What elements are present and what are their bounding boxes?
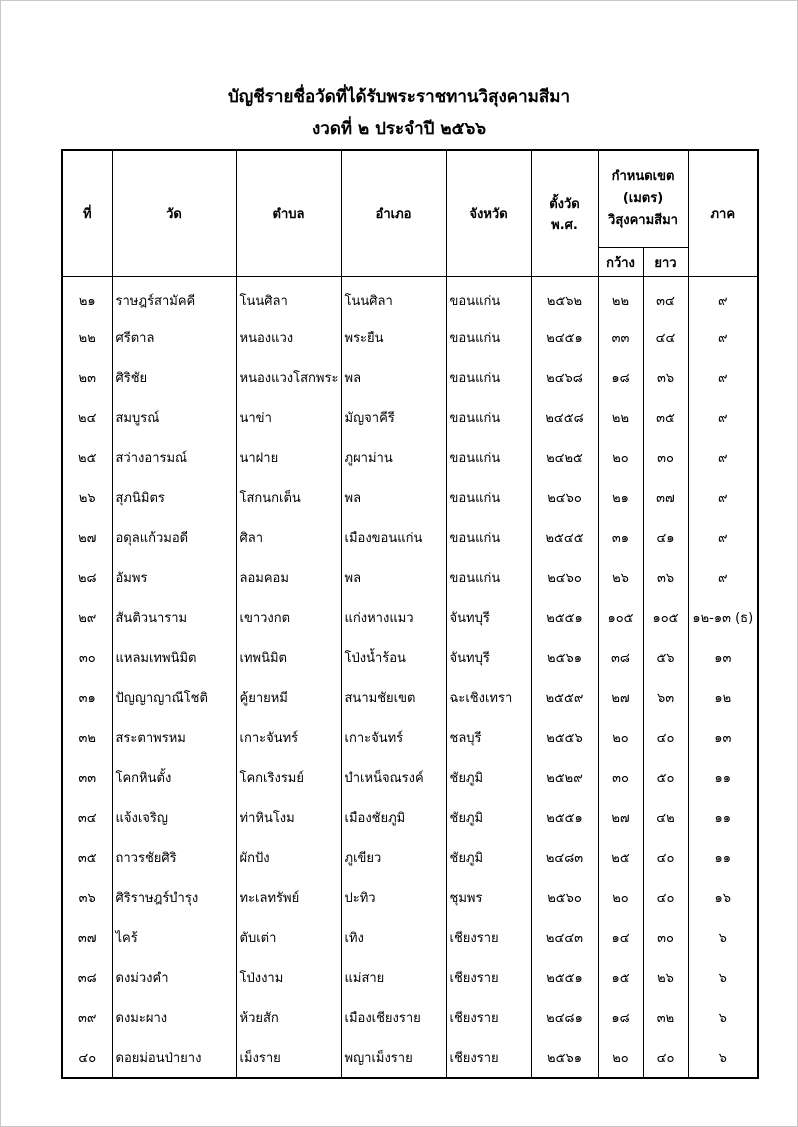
- table-row: [62, 797, 758, 837]
- cell-province: ชลบุรี: [446, 717, 531, 757]
- cell-subdistrict: คู้ยายหมี: [236, 677, 341, 717]
- cell-province: จันทบุรี: [446, 597, 531, 637]
- cell-subdistrict: เทพนิมิต: [236, 637, 341, 677]
- cell-no: ๓๘: [62, 957, 112, 997]
- cell-region: ๑๓: [688, 637, 758, 677]
- cell-temple: อดุลแก้วมอดี: [112, 517, 236, 557]
- cell-length: ๖๓: [643, 677, 688, 717]
- cell-subdistrict: ห้วยสัก: [236, 997, 341, 1037]
- cell-region: ๑๒-๑๓ (ธ): [688, 597, 758, 637]
- cell-founded: ๒๕๖๑: [531, 637, 598, 677]
- cell-district: พล: [341, 557, 446, 597]
- table-row: [62, 517, 758, 557]
- cell-founded: ๒๔๕๑: [531, 317, 598, 357]
- cell-width: ๒๑: [598, 477, 643, 517]
- table-row: [62, 997, 758, 1037]
- cell-width: ๓๑: [598, 517, 643, 557]
- cell-region: ๙: [688, 517, 758, 557]
- cell-subdistrict: เม็งราย: [236, 1037, 341, 1078]
- cell-no: ๒๓: [62, 357, 112, 397]
- cell-district: แก่งหางแมว: [341, 597, 446, 637]
- cell-subdistrict: นาฝาย: [236, 437, 341, 477]
- cell-district: พญาเม็งราย: [341, 1037, 446, 1078]
- header-length: ยาว: [643, 248, 688, 277]
- header-region: ภาค: [688, 150, 758, 277]
- cell-district: เมืองเชียงราย: [341, 997, 446, 1037]
- table-row: [62, 957, 758, 997]
- cell-founded: ๒๔๖๐: [531, 477, 598, 517]
- cell-width: ๓๓: [598, 317, 643, 357]
- cell-founded: ๒๕๖๐: [531, 877, 598, 917]
- cell-subdistrict: เกาะจันทร์: [236, 717, 341, 757]
- cell-no: ๒๙: [62, 597, 112, 637]
- cell-length: ๒๖: [643, 957, 688, 997]
- cell-founded: ๒๕๔๕: [531, 517, 598, 557]
- table-row: [62, 877, 758, 917]
- cell-no: ๒๖: [62, 477, 112, 517]
- cell-region: ๖: [688, 957, 758, 997]
- cell-temple: แหลมเทพนิมิต: [112, 637, 236, 677]
- table-row: [62, 717, 758, 757]
- header-survey-line2: (เมตร): [622, 191, 664, 206]
- cell-district: พล: [341, 357, 446, 397]
- document-title: บัญชีรายชื่อวัดที่ได้รับพระราชทานวิสุงคามสีมา: [227, 87, 571, 107]
- table-row: [62, 677, 758, 717]
- cell-founded: ๒๔๘๑: [531, 997, 598, 1037]
- cell-length: ๓๖: [643, 557, 688, 597]
- cell-width: ๓๘: [598, 637, 643, 677]
- cell-district: ภูเขียว: [341, 837, 446, 877]
- cell-province: ขอนแก่น: [446, 437, 531, 477]
- cell-subdistrict: นาข่า: [236, 397, 341, 437]
- cell-district: พระยืน: [341, 317, 446, 357]
- cell-length: ๑๐๕: [643, 597, 688, 637]
- cell-width: ๒๕: [598, 837, 643, 877]
- cell-width: ๒๐: [598, 1037, 643, 1078]
- cell-length: ๓๕: [643, 397, 688, 437]
- cell-temple: ดงมะผาง: [112, 997, 236, 1037]
- cell-width: ๑๘: [598, 357, 643, 397]
- cell-province: ชุมพร: [446, 877, 531, 917]
- cell-length: ๔๔: [643, 317, 688, 357]
- cell-province: ขอนแก่น: [446, 357, 531, 397]
- cell-province: ขอนแก่น: [446, 517, 531, 557]
- cell-temple: ดงม่วงคำ: [112, 957, 236, 997]
- cell-subdistrict: ทะเลทรัพย์: [236, 877, 341, 917]
- cell-region: ๑๒: [688, 677, 758, 717]
- cell-length: ๔๑: [643, 517, 688, 557]
- table-row: [62, 357, 758, 397]
- header-no: ที่: [62, 150, 112, 277]
- cell-region: ๙: [688, 437, 758, 477]
- cell-no: ๒๑: [62, 277, 112, 318]
- cell-province: ขอนแก่น: [446, 477, 531, 517]
- cell-length: ๓๔: [643, 277, 688, 318]
- cell-province: ขอนแก่น: [446, 557, 531, 597]
- table-row: [62, 557, 758, 597]
- cell-no: ๓๔: [62, 797, 112, 837]
- cell-region: ๑๑: [688, 837, 758, 877]
- cell-no: ๓๕: [62, 837, 112, 877]
- cell-province: ขอนแก่น: [446, 317, 531, 357]
- cell-subdistrict: หนองแวง: [236, 317, 341, 357]
- cell-temple: ศิริชัย: [112, 357, 236, 397]
- cell-temple: ดอยม่อนป่ายาง: [112, 1037, 236, 1078]
- cell-region: ๙: [688, 557, 758, 597]
- cell-district: ภูผาม่าน: [341, 437, 446, 477]
- cell-temple: ถาวรชัยศิริ: [112, 837, 236, 877]
- cell-length: ๔๐: [643, 1037, 688, 1078]
- cell-subdistrict: หนองแวงโสกพระ: [236, 357, 341, 397]
- cell-founded: ๒๕๕๖: [531, 717, 598, 757]
- cell-founded: ๒๔๖๘: [531, 357, 598, 397]
- cell-length: ๔๐: [643, 837, 688, 877]
- cell-no: ๒๗: [62, 517, 112, 557]
- cell-district: โป่งน้ำร้อน: [341, 637, 446, 677]
- table-row: [62, 277, 758, 318]
- cell-temple: ปัญญาญาณีโชติ: [112, 677, 236, 717]
- cell-province: เชียงราย: [446, 1037, 531, 1078]
- cell-founded: ๒๕๕๑: [531, 957, 598, 997]
- cell-region: ๑๑: [688, 797, 758, 837]
- header-founded: ตั้งวัด พ.ศ.: [531, 150, 598, 277]
- cell-region: ๖: [688, 917, 758, 957]
- cell-temple: อัมพร: [112, 557, 236, 597]
- cell-subdistrict: ลอมคอม: [236, 557, 341, 597]
- cell-width: ๒๒: [598, 277, 643, 318]
- header-width: กว้าง: [598, 248, 643, 277]
- cell-subdistrict: ผักปัง: [236, 837, 341, 877]
- cell-district: เมืองชัยภูมิ: [341, 797, 446, 837]
- cell-width: ๑๔: [598, 917, 643, 957]
- cell-region: ๙: [688, 357, 758, 397]
- cell-region: ๖: [688, 997, 758, 1037]
- cell-temple: สระตาพรหม: [112, 717, 236, 757]
- cell-no: ๓๒: [62, 717, 112, 757]
- cell-no: ๓๖: [62, 877, 112, 917]
- header-district: อำเภอ: [341, 150, 446, 277]
- cell-width: ๒๗: [598, 677, 643, 717]
- cell-subdistrict: โป่งงาม: [236, 957, 341, 997]
- cell-province: เชียงราย: [446, 997, 531, 1037]
- cell-length: ๔๒: [643, 797, 688, 837]
- cell-width: ๒๐: [598, 717, 643, 757]
- cell-founded: ๒๕๕๑: [531, 797, 598, 837]
- header-survey-line3: วิสุงคามสีมา: [608, 213, 678, 228]
- cell-subdistrict: โคกเริงรมย์: [236, 757, 341, 797]
- cell-width: ๑๘: [598, 997, 643, 1037]
- cell-province: ฉะเชิงเทรา: [446, 677, 531, 717]
- cell-district: บำเหน็จณรงค์: [341, 757, 446, 797]
- cell-temple: สมบูรณ์: [112, 397, 236, 437]
- cell-length: ๔๐: [643, 877, 688, 917]
- cell-region: ๙: [688, 477, 758, 517]
- cell-region: ๑๓: [688, 717, 758, 757]
- cell-district: โนนศิลา: [341, 277, 446, 318]
- cell-province: ขอนแก่น: [446, 397, 531, 437]
- header-temple: วัด: [112, 150, 236, 277]
- cell-width: ๑๕: [598, 957, 643, 997]
- cell-length: ๕๐: [643, 757, 688, 797]
- cell-district: เมืองขอนแก่น: [341, 517, 446, 557]
- cell-length: ๓๖: [643, 357, 688, 397]
- cell-length: ๓๒: [643, 997, 688, 1037]
- cell-region: ๙: [688, 277, 758, 318]
- cell-no: ๓๐: [62, 637, 112, 677]
- cell-width: ๒๐: [598, 437, 643, 477]
- cell-temple: ศิริราษฎร์บำรุง: [112, 877, 236, 917]
- cell-no: ๒๔: [62, 397, 112, 437]
- cell-founded: ๒๕๖๑: [531, 1037, 598, 1078]
- cell-no: ๓๙: [62, 997, 112, 1037]
- cell-width: ๑๐๕: [598, 597, 643, 637]
- cell-region: ๙: [688, 397, 758, 437]
- cell-region: ๖: [688, 1037, 758, 1078]
- cell-province: เชียงราย: [446, 917, 531, 957]
- cell-province: จันทบุรี: [446, 637, 531, 677]
- cell-length: ๓๐: [643, 917, 688, 957]
- cell-district: เกาะจันทร์: [341, 717, 446, 757]
- cell-no: ๓๓: [62, 757, 112, 797]
- table-body: [62, 277, 758, 1079]
- cell-founded: ๒๔๕๘: [531, 397, 598, 437]
- cell-width: ๒๒: [598, 397, 643, 437]
- table-row: [62, 917, 758, 957]
- cell-temple: ราษฎร์สามัคคี: [112, 277, 236, 318]
- cell-province: ชัยภูมิ: [446, 837, 531, 877]
- cell-subdistrict: ตับเต่า: [236, 917, 341, 957]
- cell-founded: ๒๕๕๑: [531, 597, 598, 637]
- cell-width: ๒๗: [598, 797, 643, 837]
- cell-district: พล: [341, 477, 446, 517]
- header-province: จังหวัด: [446, 150, 531, 277]
- cell-temple: สุภนิมิตร: [112, 477, 236, 517]
- cell-subdistrict: เขาวงกต: [236, 597, 341, 637]
- cell-no: ๔๐: [62, 1037, 112, 1078]
- cell-region: ๑๖: [688, 877, 758, 917]
- cell-temple: ศรีตาล: [112, 317, 236, 357]
- table-row: [62, 757, 758, 797]
- cell-no: ๓๗: [62, 917, 112, 957]
- cell-length: ๕๖: [643, 637, 688, 677]
- table-row: [62, 837, 758, 877]
- cell-founded: ๒๔๘๓: [531, 837, 598, 877]
- cell-province: เชียงราย: [446, 957, 531, 997]
- cell-subdistrict: โสกนกเต็น: [236, 477, 341, 517]
- cell-no: ๓๑: [62, 677, 112, 717]
- cell-province: ขอนแก่น: [446, 277, 531, 318]
- cell-founded: ๒๕๕๙: [531, 677, 598, 717]
- header-subdistrict: ตำบล: [236, 150, 341, 277]
- temple-table: [61, 149, 759, 1079]
- table-row: [62, 477, 758, 517]
- cell-width: ๒๐: [598, 877, 643, 917]
- cell-length: ๓๗: [643, 477, 688, 517]
- cell-length: ๓๐: [643, 437, 688, 477]
- table-row: [62, 637, 758, 677]
- cell-region: ๑๑: [688, 757, 758, 797]
- cell-no: ๒๘: [62, 557, 112, 597]
- header-survey: [598, 150, 688, 248]
- cell-length: ๔๐: [643, 717, 688, 757]
- cell-no: ๒๕: [62, 437, 112, 477]
- cell-founded: ๒๕๒๙: [531, 757, 598, 797]
- cell-district: แม่สาย: [341, 957, 446, 997]
- cell-district: เทิง: [341, 917, 446, 957]
- document-subtitle: งวดที่ ๒ ประจำปี ๒๕๖๖: [311, 119, 487, 139]
- table-row: [62, 1037, 758, 1078]
- cell-temple: แจ้งเจริญ: [112, 797, 236, 837]
- table-row: [62, 437, 758, 477]
- cell-province: ชัยภูมิ: [446, 797, 531, 837]
- cell-province: ชัยภูมิ: [446, 757, 531, 797]
- cell-subdistrict: ท่าหินโงม: [236, 797, 341, 837]
- table-row: [62, 397, 758, 437]
- cell-temple: ไคร้: [112, 917, 236, 957]
- cell-width: ๓๐: [598, 757, 643, 797]
- table-row: [62, 597, 758, 637]
- header-survey-line1: กำหนดเขต: [611, 169, 675, 184]
- cell-subdistrict: โนนศิลา: [236, 277, 341, 318]
- cell-founded: ๒๔๒๕: [531, 437, 598, 477]
- cell-width: ๒๖: [598, 557, 643, 597]
- cell-district: มัญจาคีรี: [341, 397, 446, 437]
- cell-district: ปะทิว: [341, 877, 446, 917]
- cell-temple: โคกหินตั้ง: [112, 757, 236, 797]
- cell-founded: ๒๕๖๒: [531, 277, 598, 318]
- table-row: [62, 317, 758, 357]
- cell-temple: สันติวนาราม: [112, 597, 236, 637]
- cell-founded: ๒๔๖๐: [531, 557, 598, 597]
- cell-region: ๙: [688, 317, 758, 357]
- cell-no: ๒๒: [62, 317, 112, 357]
- cell-founded: ๒๔๔๓: [531, 917, 598, 957]
- cell-district: สนามชัยเขต: [341, 677, 446, 717]
- cell-subdistrict: ศิลา: [236, 517, 341, 557]
- cell-temple: สว่างอารมณ์: [112, 437, 236, 477]
